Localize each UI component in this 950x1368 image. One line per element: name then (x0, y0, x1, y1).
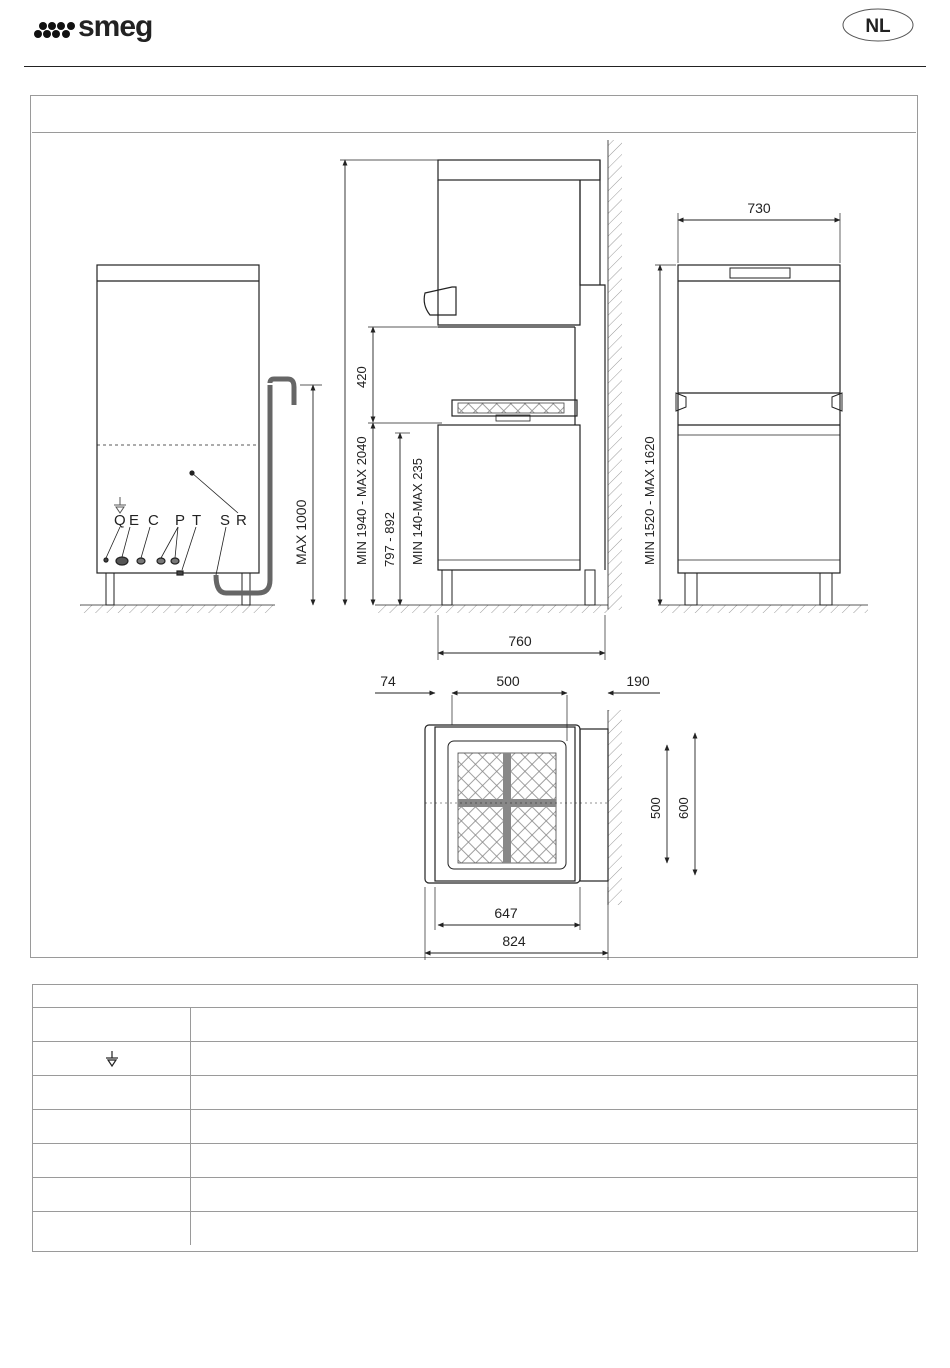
dim-outer-width: 824 (502, 933, 526, 949)
header-divider (24, 66, 926, 67)
front-view-right (655, 213, 868, 613)
dim-width-730: 730 (747, 200, 771, 216)
floor-hatch (80, 605, 275, 613)
language-code: NL (865, 16, 891, 37)
dim-inner-width: 647 (494, 905, 518, 921)
table-value-cell (199, 1212, 911, 1245)
table-row (33, 1177, 917, 1211)
dim-open-gap: 420 (354, 366, 369, 388)
earth-ground-icon (114, 497, 126, 513)
dim-rack-depth: 500 (648, 797, 663, 819)
side-view-left (80, 265, 322, 613)
table-value-cell (199, 1110, 911, 1143)
language-badge (842, 8, 914, 42)
table-key-cell (33, 1008, 191, 1041)
letter-c: C (148, 512, 159, 529)
logo-dots-icon (34, 22, 75, 38)
letter-t: T (192, 512, 202, 529)
dim-right-offset: 190 (626, 673, 650, 689)
table-row (33, 1007, 917, 1041)
dim-left-offset: 74 (380, 673, 396, 689)
letter-e: E (129, 512, 140, 529)
table-row (33, 1041, 917, 1075)
table-value-cell (199, 1144, 911, 1177)
dim-rack-width: 500 (496, 673, 520, 689)
table-row (33, 1211, 917, 1245)
dim-front-height: MIN 1520 - MAX 1620 (642, 436, 657, 565)
table-header (33, 985, 917, 1007)
dim-outer-depth: 600 (676, 797, 691, 819)
table-key-cell (33, 1212, 191, 1245)
table-row (33, 1143, 917, 1177)
letter-q: Q (114, 512, 126, 529)
table-value-cell (199, 1076, 911, 1109)
table-row (33, 1109, 917, 1143)
dim-total-height: MIN 1940 - MAX 2040 (354, 436, 369, 565)
plan-view (375, 693, 695, 960)
connection-letters (114, 512, 247, 529)
installation-drawing (30, 135, 920, 960)
letter-s: S (220, 512, 231, 529)
dim-leg-adjust: MIN 140-MAX 235 (410, 458, 425, 565)
table-row (33, 1075, 917, 1109)
smeg-logo (32, 8, 192, 44)
wall-hatch (608, 140, 622, 610)
table-value-cell (199, 1008, 911, 1041)
earth-ground-icon (104, 1050, 120, 1068)
side-view-center (340, 140, 622, 660)
logo-wordmark: smeg (78, 10, 153, 43)
table-value-cell (199, 1042, 911, 1075)
table-key-cell (33, 1110, 191, 1143)
table-key-cell (33, 1042, 191, 1075)
letter-r: R (236, 512, 247, 529)
table-value-cell (199, 1178, 911, 1211)
height-max-1000: MAX 1000 (293, 499, 309, 565)
letter-p: P (175, 512, 186, 529)
table-key-cell (33, 1178, 191, 1211)
connections-table (32, 984, 918, 1252)
dim-depth-760: 760 (508, 633, 532, 649)
drawing-title-bar (32, 97, 916, 133)
table-key-cell (33, 1076, 191, 1109)
table-key-cell (33, 1144, 191, 1177)
dim-work-height: 797 - 892 (382, 512, 397, 567)
